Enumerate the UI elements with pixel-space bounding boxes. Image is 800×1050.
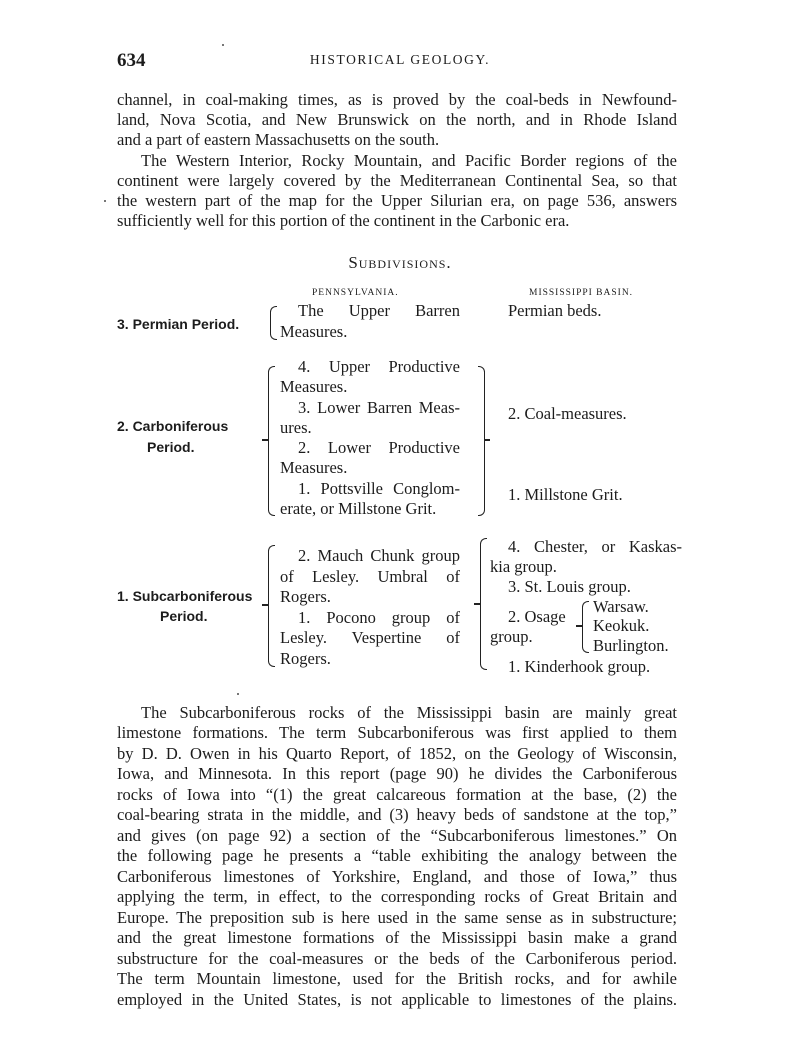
- miss-entry: 2. Coal-measures.: [508, 404, 627, 423]
- body-line: Iowa, and Minnesota. In this report (page 90) he divides the Carboniferous: [117, 764, 677, 783]
- body-line: and the great limestone formations of the Mississippi basin make a grand: [117, 928, 677, 947]
- subdivisions-title: Subdivisions.: [348, 253, 452, 272]
- right-brace: [478, 366, 485, 516]
- penn-entry: 4. Upper Productive: [298, 357, 460, 376]
- period-label: 3. Permian Period.: [117, 316, 240, 332]
- col-header-pennsylvania: PENNSYLVANIA.: [312, 288, 399, 298]
- miss-entry: 2. Osage: [508, 607, 566, 626]
- brace-point: [484, 439, 490, 441]
- left-brace: [582, 601, 589, 653]
- miss-entry: 3. St. Louis group.: [508, 577, 631, 596]
- body-line: coal-bearing strata in the middle, and (3) heavy beds of sandstone at the top,”: [117, 805, 677, 824]
- running-title: HISTORICAL GEOLOGY.: [309, 52, 491, 67]
- period-label: 1. Subcarboniferous: [117, 588, 253, 604]
- intro-line: continent were largely covered by the Mediterranean Continental Sea, so that: [117, 171, 677, 190]
- period-label: Period.: [160, 608, 208, 624]
- body-line: applying the term, in effect, to the corresponding rocks of Great Britain and: [117, 887, 677, 906]
- body-line: Europe. The preposition sub is here used in the same sense as in substructure;: [117, 908, 677, 927]
- penn-entry: 2. Lower Productive: [298, 438, 460, 457]
- period-label: 2. Carboniferous: [117, 418, 229, 434]
- penn-entry: Lesley. Vespertine of: [280, 628, 460, 647]
- miss-entry: 1. Millstone Grit.: [508, 485, 623, 504]
- body-line: limestone formations. The term Subcarboniferous was first applied to them: [117, 723, 677, 742]
- penn-entry: of Lesley. Umbral of: [280, 567, 460, 586]
- penn-entry: Measures.: [280, 322, 348, 341]
- left-brace: [268, 545, 275, 667]
- page-number: 634: [117, 50, 146, 71]
- left-brace: [270, 306, 277, 340]
- miss-entry: kia group.: [490, 557, 557, 576]
- intro-line: the western part of the map for the Upper Silurian era, on page 536, answers: [117, 191, 677, 210]
- body-line: rocks of Iowa into “(1) the great calcareous formation at the base, (2) the: [117, 785, 677, 804]
- penn-entry: ures.: [280, 418, 312, 437]
- left-brace: [268, 366, 275, 516]
- miss-entry: Burlington.: [593, 636, 669, 655]
- miss-entry: 1. Kinderhook group.: [508, 657, 651, 676]
- miss-entry: group.: [490, 627, 533, 646]
- intro-line: and a part of eastern Massachusetts on the south.: [117, 130, 440, 149]
- intro-line: The Western Interior, Rocky Mountain, and Pacific Border regions of the: [141, 151, 677, 170]
- body-line: substructure for the coal-measures or the beds of the Carboniferous period.: [117, 949, 677, 968]
- body-line: Carboniferous limestones of Yorkshire, England, and those of Iowa,” thus: [117, 867, 677, 886]
- miss-entry: 4. Chester, or Kaskas-: [508, 537, 682, 556]
- intro-line: channel, in coal-making times, as is proved by the coal-beds in Newfound-: [117, 90, 677, 109]
- miss-entry: Permian beds.: [508, 301, 602, 320]
- penn-entry: Rogers.: [280, 649, 331, 668]
- penn-entry: Rogers.: [280, 587, 331, 606]
- body-line: and gives (on page 92) a section of the “Subcarboniferous limestones.” On: [117, 826, 677, 845]
- penn-entry: 1. Pocono group of: [298, 608, 460, 627]
- print-mark: [237, 693, 239, 695]
- print-mark: [222, 44, 224, 46]
- print-mark: [104, 200, 106, 202]
- intro-line: land, Nova Scotia, and New Brunswick on the north, and in Rhode Island: [117, 110, 677, 129]
- miss-entry: Keokuk.: [593, 616, 650, 635]
- period-label: Period.: [147, 439, 195, 455]
- left-brace: [480, 538, 487, 670]
- intro-line: sufficiently well for this portion of the continent in the Carbonic era.: [117, 211, 570, 230]
- penn-entry: The Upper Barren: [298, 301, 460, 320]
- penn-entry: Measures.: [280, 377, 348, 396]
- penn-entry: 2. Mauch Chunk group: [298, 546, 460, 565]
- brace-point: [262, 604, 268, 606]
- penn-entry: Measures.: [280, 458, 348, 477]
- penn-entry: erate, or Millstone Grit.: [280, 499, 437, 518]
- body-line: employed in the United States, is not applicable to limestones of the plains.: [117, 990, 677, 1009]
- body-line: the following page he presents a “table exhibiting the analogy between the: [117, 846, 677, 865]
- miss-entry: Warsaw.: [593, 597, 649, 616]
- body-line: by D. D. Owen in his Quarto Report, of 1852, on the Geology of Wisconsin,: [117, 744, 677, 763]
- brace-point: [474, 603, 480, 605]
- col-header-mississippi: MISSISSIPPI BASIN.: [529, 288, 634, 298]
- brace-point: [262, 439, 268, 441]
- body-line: The Subcarboniferous rocks of the Mississippi basin are mainly great: [141, 703, 677, 722]
- body-line: The term Mountain limestone, used for the British rocks, and for awhile: [117, 969, 677, 988]
- penn-entry: 1. Pottsville Conglom-: [298, 479, 460, 498]
- penn-entry: 3. Lower Barren Meas-: [298, 398, 460, 417]
- brace-point: [576, 625, 582, 627]
